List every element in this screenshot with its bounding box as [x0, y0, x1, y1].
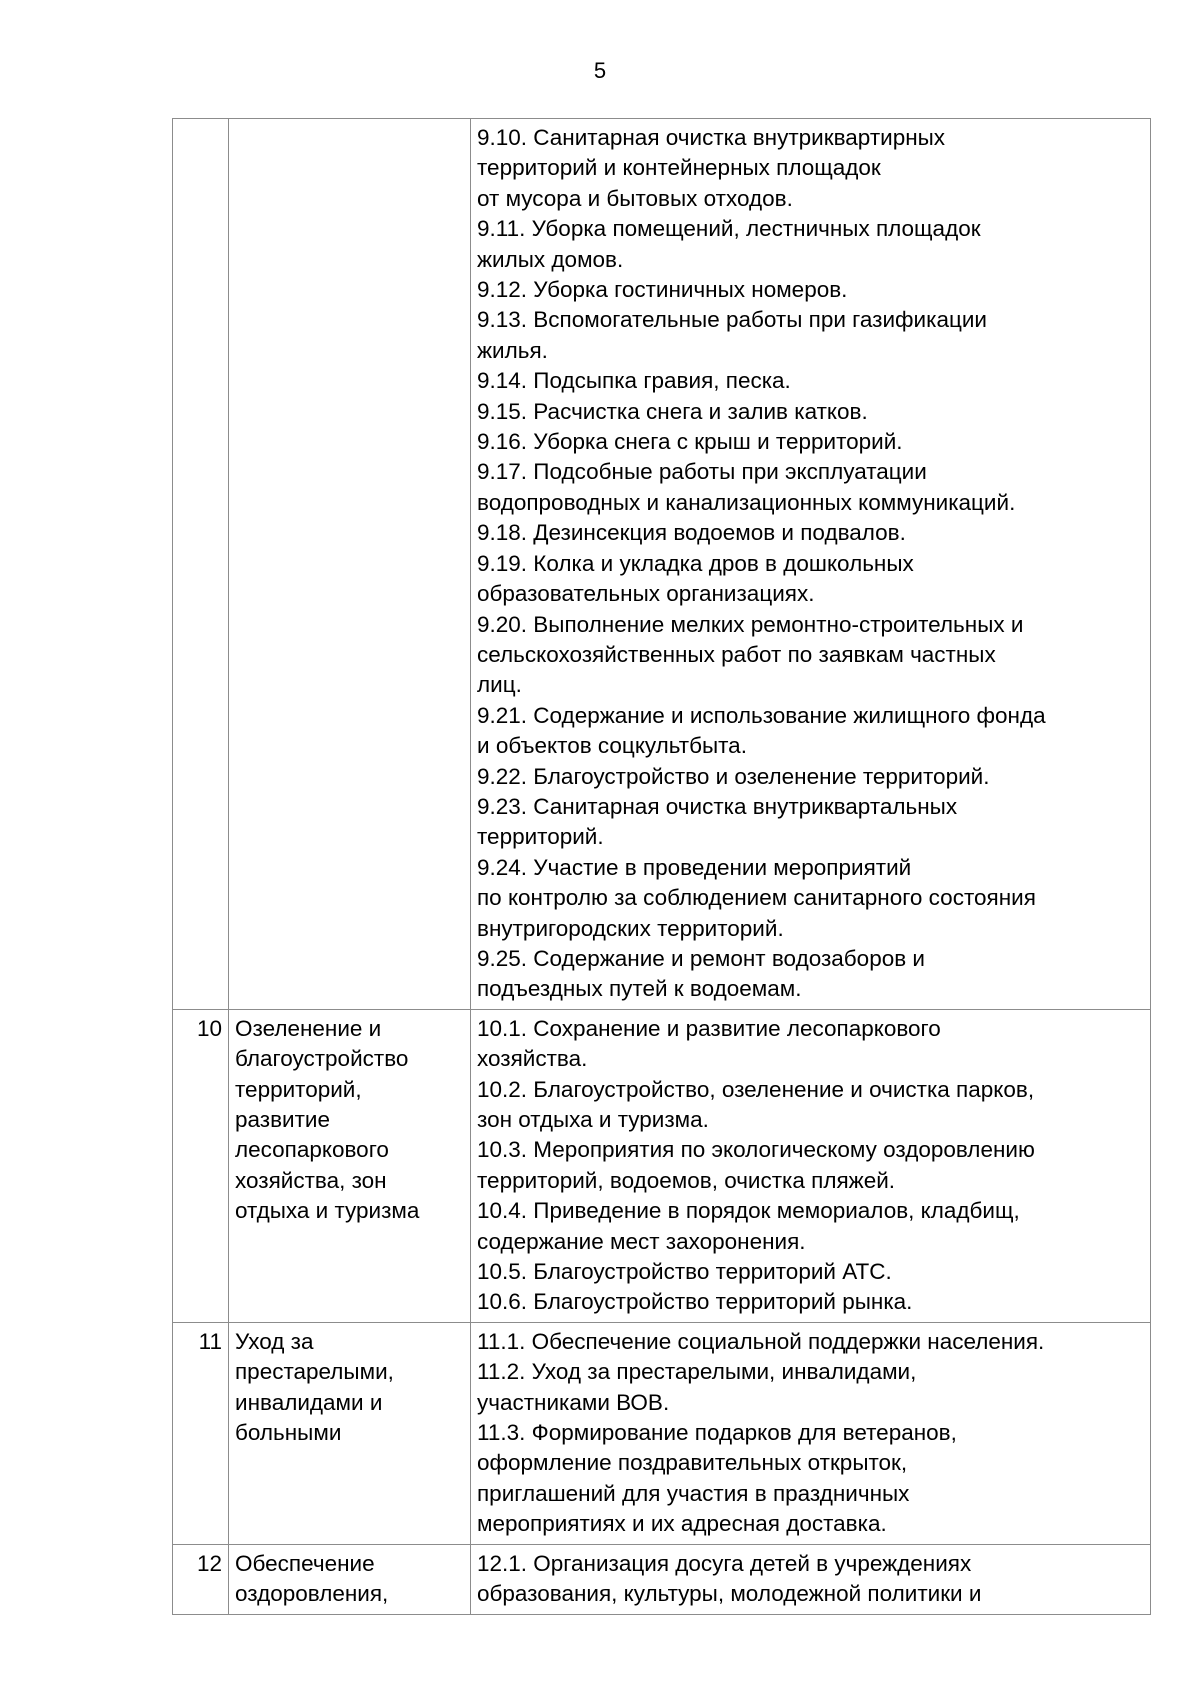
work-item-line: 11.2. Уход за престарелыми, инвалидами, — [477, 1359, 917, 1385]
work-item-line: участниками ВОВ. — [477, 1389, 670, 1415]
works-list-cell — [471, 1009, 1151, 1322]
work-item-line: 9.18. Дезинсекция водоемов и подвалов. — [477, 520, 906, 546]
work-item-line: 10.5. Благоустройство территорий АТС. — [477, 1259, 892, 1285]
work-item-line: и объектов соцкультбыта. — [477, 733, 747, 759]
work-type-cell — [229, 119, 471, 1010]
work-item-line: 9.13. Вспомогательные работы при газификации — [477, 307, 987, 333]
row-number-cell: 12 — [173, 1544, 229, 1614]
work-item-line: содержание мест захоронения. — [477, 1228, 806, 1254]
work-type-line: отдыха и туризма — [235, 1198, 420, 1224]
row-number-cell: 11 — [173, 1322, 229, 1544]
work-type-line: хозяйства, зон — [235, 1167, 387, 1193]
work-item-line: 9.10. Санитарная очистка внутриквартирных — [477, 125, 946, 150]
works-list-cell — [471, 119, 1151, 1010]
work-item-line: водопроводных и канализационных коммуникаций. — [477, 489, 1016, 515]
work-item-line: зон отдыха и туризма. — [477, 1107, 709, 1132]
work-item-line: 11.3. Формирование подарков для ветеранов, — [477, 1420, 957, 1446]
work-item-line: 9.25. Содержание и ремонт водозаборов и — [477, 945, 925, 971]
work-item-line: 9.22. Благоустройство и озеленение территорий. — [477, 763, 990, 789]
work-item-line: оформление поздравительных открыток, — [477, 1450, 908, 1476]
work-item-line: 9.15. Расчистка снега и залив катков. — [477, 398, 868, 424]
work-item-line: лиц. — [477, 672, 522, 698]
works-table — [172, 118, 1151, 1615]
work-item-line: образовательных организациях. — [477, 581, 815, 607]
work-item-line: 12.1. Организация досуга детей в учреждениях — [477, 1550, 972, 1576]
work-type-line: больными — [235, 1420, 342, 1446]
work-item-line: 11.1. Обеспечение социальной поддержки населения. — [477, 1328, 1045, 1354]
works-list-cell — [471, 1322, 1151, 1544]
work-type-line: территорий, — [235, 1076, 362, 1102]
work-item-line: от мусора и бытовых отходов. — [477, 185, 793, 211]
work-item-line: приглашений для участия в праздничных — [477, 1480, 910, 1506]
work-item-line: 10.6. Благоустройство территорий рынка. — [477, 1289, 913, 1315]
work-item-line: 9.12. Уборка гостиничных номеров. — [477, 277, 848, 303]
work-type-cell — [229, 1544, 471, 1614]
work-item-line: 10.4. Приведение в порядок мемориалов, кладбищ, — [477, 1198, 1020, 1224]
work-item-line: по контролю за соблюдением санитарного состояния — [477, 885, 1036, 911]
work-type-line: развитие — [235, 1107, 330, 1132]
table-row — [173, 119, 1151, 1010]
work-item-line: 10.1. Сохранение и развитие лесопаркового — [477, 1015, 941, 1041]
work-type-line: инвалидами и — [235, 1389, 383, 1415]
work-item-line: 9.23. Санитарная очистка внутриквартальных — [477, 793, 958, 819]
work-type-line: Озеленение и — [235, 1015, 382, 1041]
row-number-cell: 10 — [173, 1009, 229, 1322]
work-item-line: территорий. — [477, 824, 604, 850]
work-type-line: лесопаркового — [235, 1137, 389, 1163]
work-item-line: подъездных путей к водоемам. — [477, 976, 802, 1002]
work-item-line: 9.21. Содержание и использование жилищного фонда — [477, 702, 1046, 728]
table-row — [173, 1009, 1151, 1322]
work-item-line: 9.20. Выполнение мелких ремонтно-строительных и — [477, 611, 1024, 637]
work-item-line: сельскохозяйственных работ по заявкам частных — [477, 641, 996, 667]
table-row — [173, 1322, 1151, 1544]
work-item-line: 10.2. Благоустройство, озеленение и очистка парков, — [477, 1076, 1035, 1102]
work-type-line: Обеспечение — [235, 1550, 375, 1576]
work-type-line: престарелыми, — [235, 1359, 394, 1385]
work-item-line: жилья. — [477, 337, 548, 363]
work-type-cell — [229, 1322, 471, 1544]
works-table-body — [173, 119, 1151, 1615]
work-type-line: оздоровления, — [235, 1581, 389, 1607]
work-item-line: 9.24. Участие в проведении мероприятий — [477, 854, 912, 880]
work-item-line: образования, культуры, молодежной политики и — [477, 1581, 982, 1607]
work-item-line: внутригородских территорий. — [477, 915, 784, 941]
work-item-line: территорий, водоемов, очистка пляжей. — [477, 1167, 896, 1193]
work-item-line: 9.11. Уборка помещений, лестничных площадок — [477, 216, 981, 242]
work-item-line: 9.17. Подсобные работы при эксплуатации — [477, 459, 927, 485]
row-number-cell — [173, 119, 229, 1010]
work-item-line: 9.16. Уборка снега с крыш и территорий. — [477, 429, 903, 455]
work-type-line: Уход за — [235, 1328, 314, 1354]
page-number: 5 — [593, 58, 607, 83]
work-item-line: жилых домов. — [477, 246, 624, 272]
work-type-line: благоустройство — [235, 1046, 409, 1072]
work-type-cell — [229, 1009, 471, 1322]
work-item-line: хозяйства. — [477, 1046, 588, 1072]
works-list-cell — [471, 1544, 1151, 1614]
work-item-line: 10.3. Мероприятия по экологическому оздоровлению — [477, 1137, 1035, 1163]
work-item-line: 9.19. Колка и укладка дров в дошкольных — [477, 550, 914, 576]
work-item-line: территорий и контейнерных площадок — [477, 155, 881, 181]
work-item-line: 9.14. Подсыпка гравия, песка. — [477, 368, 791, 394]
work-item-line: мероприятиях и их адресная доставка. — [477, 1511, 887, 1537]
table-row — [173, 1544, 1151, 1614]
